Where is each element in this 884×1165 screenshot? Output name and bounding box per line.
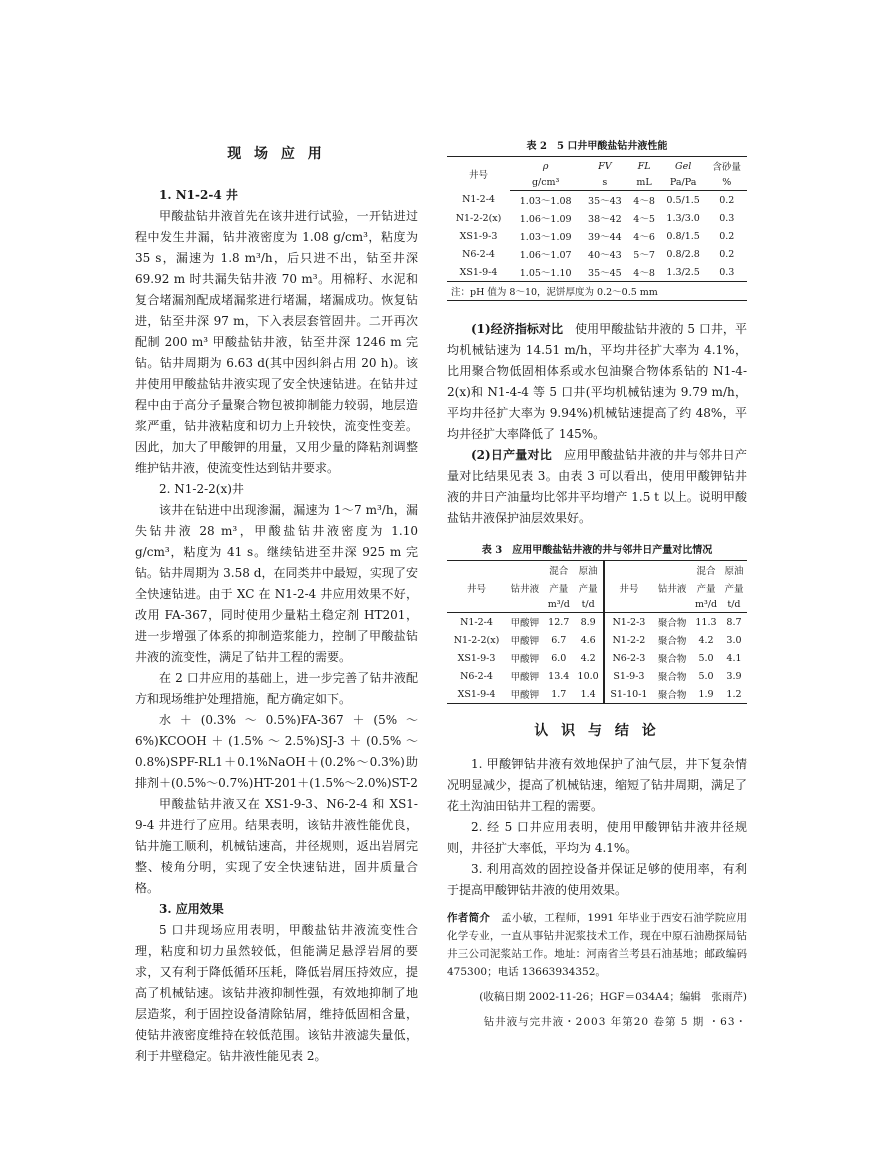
table-cell: 1.7 <box>551 688 567 700</box>
page-footer: 钻井液与完井液・2003 年第20 卷第 5 期 ・63・ <box>483 1016 747 1028</box>
table-cell: 1.3/3.0 <box>666 212 700 224</box>
table-3-header-well: 井号 <box>619 584 639 595</box>
table-2-header-unit: % <box>707 175 747 191</box>
table-cell: 1.05～1.10 <box>519 268 572 279</box>
table-cell: 4.2 <box>574 649 604 667</box>
table-cell: 1.4 <box>574 685 604 704</box>
table-cell: 8.9 <box>574 613 604 632</box>
table-cell: 40～43 <box>588 250 622 261</box>
effect-heading: 3. 应用效果 <box>159 902 224 916</box>
table-row <box>447 191 747 210</box>
table-cell: 12.7 <box>548 616 570 628</box>
table-cell: 聚合物 <box>657 672 687 683</box>
well-1-heading: 1. N1-2-4 井 <box>159 188 238 202</box>
table-cell: 聚合物 <box>657 690 687 701</box>
author-bio <box>447 909 747 981</box>
table-cell: 0.2 <box>719 194 735 206</box>
author-bio-text: 孟小敏，工程师，1991 年毕业于西安石油学院应用化学专业，一直从事钻井泥浆技术工作，现在中原石油勘探局钻井三公司泥浆站工作。地址：河南省兰考县石油基地；邮政编码 475300；电话 13663934352。 <box>447 912 748 978</box>
table-cell: 0.3 <box>719 212 735 224</box>
daily-output-paragraph <box>447 445 747 529</box>
formula-text: 水＋(0.3%～0.5%)FA-367＋(5%～6%)KCOOH＋(1.5%～2.5%)SJ-3＋(0.5%～0.8%)SPF-RL1＋0.1%NaOH＋(0.2%～0.3%)助排剂＋(0.5%～0.7%)HT-201＋(1.5%～2.0%)ST-2 <box>135 713 418 790</box>
table-cell: 6.0 <box>551 652 567 664</box>
table-cell: 0.2 <box>719 230 735 242</box>
table-cell: 11.3 <box>695 616 717 628</box>
table-2-note-row <box>447 282 747 301</box>
table-3-unit-mix: m³/d <box>544 597 574 613</box>
table-cell: N6-2-3 <box>612 652 646 664</box>
table-cell: S1-9-3 <box>613 670 645 682</box>
table-cell: 5.0 <box>698 652 714 664</box>
table-row <box>447 245 747 263</box>
well-2-paragraph: 该井在钻进中出现渗漏，漏速为 1～7 m³/h，漏失钻井液 28 m³，甲酸盐钻井液密度为 1.10 g/cm³，粘度为 41 s。继续钻进至井深 925 m 完钻。钻井周期为 3.58 d，在同类井中最短，实现了安全快速钻进。由于 XC 在 N1-2-4 井应用效果不好，改用 FA-367，同时使用少量粘土稳定剂 HT201，进一步增强了体系的抑制造浆能力，控制了甲酸盐钻井液的流变性，满足了钻井工程的需要。 <box>135 503 418 664</box>
table-row <box>447 209 747 227</box>
table-cell: 1.06～1.07 <box>519 250 572 261</box>
table-cell: 5～7 <box>633 250 655 261</box>
table-row <box>447 263 747 282</box>
table-cell: XS1-9-3 <box>459 230 498 242</box>
table-row <box>447 613 747 632</box>
table-cell: S1-10-1 <box>610 688 648 700</box>
section-title-conclusion: 认 识 与 结 论 <box>534 723 660 739</box>
received-date: (收稿日期 2002-11-26；HGF＝034A4；编辑 张雨芹) <box>479 991 747 1003</box>
table-cell: 0.3 <box>719 266 735 278</box>
table-cell: 聚合物 <box>657 636 687 647</box>
table-2-header-unit: s <box>581 175 628 191</box>
table-2-note: 注：pH 值为 8～10，泥饼厚度为 0.2～0.5 mm <box>447 282 747 301</box>
table-cell: 38～42 <box>588 214 622 225</box>
table-3-header-crude: 原油 <box>724 566 744 577</box>
daily-output-text: 应用甲酸盐钻井液的井与邻井日产量对比结果见表 3。由表 3 可以看出，使用甲酸钾钻井液的井日产油量均比邻井平均增产 1.5 t 以上。说明甲酸盐钻井液保护油层效果好。 <box>447 448 747 525</box>
table-row <box>447 649 747 667</box>
economic-comparison-text: 使用甲酸盐钻井液的 5 口井，平均机械钻速为 14.51 m/h，平均井径扩大率为 4.1%，比用聚合物低固相体系或水包油聚合物体系钻的 N1-4-2(x)和 N1-4-4 等 5 口井(平均机械钻速为 9.79 m/h，平均井径扩大率为 9.94%)机械钻速提高了约 48%，平均井径扩大率降低了 145%。 <box>447 322 747 441</box>
table-cell: 聚合物 <box>657 654 687 665</box>
table-cell: 3.9 <box>726 670 742 682</box>
table-cell: 10.0 <box>574 667 604 685</box>
table-cell: 4.1 <box>726 652 742 664</box>
table-cell: 0.8/1.5 <box>666 230 700 242</box>
table-cell: 1.2 <box>726 688 742 700</box>
table-cell: 39～44 <box>588 232 622 243</box>
table-3-header-mix: 混合 <box>696 566 716 577</box>
formula-intro: 在 2 口井应用的基础上，进一步完善了钻井液配方和现场维护处理措施，配方确定如下。 <box>135 671 418 706</box>
table-cell: 0.2 <box>719 248 735 260</box>
table-cell: 甲酸钾 <box>510 618 540 629</box>
table-3-unit-mix: m³/d <box>691 597 721 613</box>
table-cell: 1.03～1.09 <box>519 232 572 243</box>
table-cell: 甲酸钾 <box>510 654 540 665</box>
table-cell: 1.03～1.08 <box>519 196 572 207</box>
table-3 <box>447 560 747 704</box>
economic-comparison-label: (1)经济指标对比 <box>471 322 564 336</box>
table-2 <box>447 156 747 301</box>
table-2-header-symbol: Gel <box>675 160 692 172</box>
table-cell: 4～8 <box>633 268 655 279</box>
table-3-unit-crude: t/d <box>721 597 747 613</box>
table-cell: N1-2-3 <box>612 616 646 628</box>
table-cell: 4～5 <box>633 214 655 225</box>
table-3-header-crude: 原油 <box>574 561 604 580</box>
table-3-header-prod: 产量 <box>549 584 569 595</box>
table-row <box>447 227 747 245</box>
table-3-header-fluid: 钻井液 <box>510 584 540 595</box>
table-cell: 3.0 <box>726 634 742 646</box>
table-cell: N1-2-4 <box>462 194 495 206</box>
table-cell: XS1-9-4 <box>457 688 496 700</box>
table-3-header-prod: 产量 <box>696 584 716 595</box>
table-3-caption: 表 3 应用甲酸盐钻井液的井与邻井日产量对比情况 <box>481 545 713 556</box>
applied-paragraph: 甲酸盐钻井液又在 XS1-9-3、N6-2-4 和 XS1-9-4 井进行了应用。结果表明，该钻井液性能优良，钻井施工顺利，机械钻速高，井径规则，返出岩屑完整、棱角分明，实现了安全快速钻进，固井质量合格。 <box>135 797 418 895</box>
table-cell: 聚合物 <box>657 618 687 629</box>
well-2-heading: 2. N1-2-2(x)井 <box>159 482 244 496</box>
table-cell: 35～43 <box>588 196 622 207</box>
table-cell: N1-2-4 <box>460 616 493 628</box>
table-cell: 甲酸钾 <box>510 672 540 683</box>
well-1-paragraph: 甲酸盐钻井液首先在该井进行试验，一开钻进过程中发生井漏，钻井液密度为 1.08 g/cm³，粘度为 35 s，漏速为 1.8 m³/h，后只进不出，钻至井深 69.92 m 时共漏失钻井液 70 m³。用棉籽、水泥和复合堵漏剂配成堵漏浆进行堵漏，堵漏成功。恢复钻进，钻至井深 97 m，下入表层套管固井。二开再次配制 200 m³ 甲酸盐钻井液，钻至井深 1246 m 完钻。钻井周期为 6.63 d(其中因纠斜占用 20 h)。该井使用甲酸盐钻井液实现了安全快速钻进。在钻井过程中由于高分子量聚合物包被抑制能力较弱，地层造浆严重，钻井液粘度和切力上升较快，流变性变差。因此，加大了甲酸钾的用量，又用少量的降粘剂调整维护钻井液，使流变性达到钻井要求。 <box>135 209 418 475</box>
table-cell: 甲酸钾 <box>510 636 540 647</box>
table-cell: XS1-9-4 <box>459 266 498 278</box>
table-3-header-well: 井号 <box>467 584 487 595</box>
conclusion-item: 1. 甲酸钾钻井液有效地保护了油气层，井下复杂情况明显减少，提高了机械钻速，缩短了钻井周期，满足了花土沟油田钻井工程的需要。 <box>447 757 748 813</box>
table-cell: 8.7 <box>726 616 742 628</box>
table-cell: 0.5/1.5 <box>666 194 700 206</box>
table-cell: 6.7 <box>551 634 567 646</box>
table-row <box>447 667 747 685</box>
table-row <box>447 685 747 704</box>
table-3-unit-crude: t/d <box>574 597 604 613</box>
conclusion-section <box>447 720 747 901</box>
table-row <box>447 631 747 649</box>
table-cell: 1.3/2.5 <box>666 266 700 278</box>
table-cell: N6-2-4 <box>460 670 493 682</box>
effect-paragraph: 5 口井现场应用表明，甲酸盐钻井液流变性合理，粘度和切力虽然较低，但能满足悬浮岩屑的要求，又有利于降低循环压耗，降低岩屑压持效应，提高了机械钻速。该钻井液抑制性强，有效地抑制了地层造浆，利于固控设备清除钻屑，维持低固相含量，使钻井液密度维持在较低范围。该钻井液滤失量低，利于井壁稳定。钻井液性能见表 2。 <box>135 923 418 1063</box>
table-cell: 4～8 <box>633 196 655 207</box>
table-3-header-fluid: 钻井液 <box>657 584 687 595</box>
right-column <box>447 135 747 1029</box>
section-title-field-application: 现 场 应 用 <box>227 146 326 162</box>
table-cell: 4.2 <box>698 634 714 646</box>
table-2-header-symbol: FL <box>637 160 651 172</box>
table-cell: 4.6 <box>574 631 604 649</box>
table-3-header-prod: 产量 <box>574 579 604 597</box>
table-cell: 0.8/2.8 <box>666 248 700 260</box>
conclusion-item: 3. 利用高效的固控设备并保证足够的使用率，有利于提高甲酸钾钻井液的使用效果。 <box>447 862 747 897</box>
table-cell: XS1-9-3 <box>457 652 496 664</box>
table-2-header-unit: mL <box>628 175 659 191</box>
table-cell: N1-2-2 <box>612 634 646 646</box>
table-cell: 4～6 <box>633 232 655 243</box>
author-bio-label: 作者简介 <box>447 912 491 924</box>
table-2-caption: 表 2 5 口井甲酸盐钻井液性能 <box>526 141 668 152</box>
table-cell: 35～45 <box>588 268 622 279</box>
table-cell: N6-2-4 <box>462 248 495 260</box>
table-cell: 1.06～1.09 <box>519 214 572 225</box>
daily-output-label: (2)日产量对比 <box>471 448 552 462</box>
conclusion-item: 2. 经 5 口井应用表明，使用甲酸钾钻井液井径规则，井径扩大率低，平均为 4.1%。 <box>447 820 747 855</box>
table-cell: 13.4 <box>548 670 570 682</box>
table-2-header-symbol: ρ <box>542 160 549 172</box>
table-2-header-unit: g/cm³ <box>510 175 581 191</box>
table-cell: N1-2-2(x) <box>455 212 502 224</box>
table-2-header-well: 井号 <box>469 169 489 181</box>
economic-comparison-paragraph <box>447 319 747 445</box>
table-2-header-symbol: FV <box>598 160 612 172</box>
table-cell: N1-2-2(x) <box>453 634 500 646</box>
table-3-header-mix: 混合 <box>549 566 569 577</box>
table-2-header-symbol: 含砂量 <box>712 162 742 173</box>
left-column <box>135 135 418 1067</box>
table-cell: 1.9 <box>698 688 714 700</box>
table-2-header-unit: Pa/Pa <box>660 175 707 191</box>
table-cell: 5.0 <box>698 670 714 682</box>
table-3-header-prod: 产量 <box>724 584 744 595</box>
table-cell: 甲酸钾 <box>510 690 540 701</box>
